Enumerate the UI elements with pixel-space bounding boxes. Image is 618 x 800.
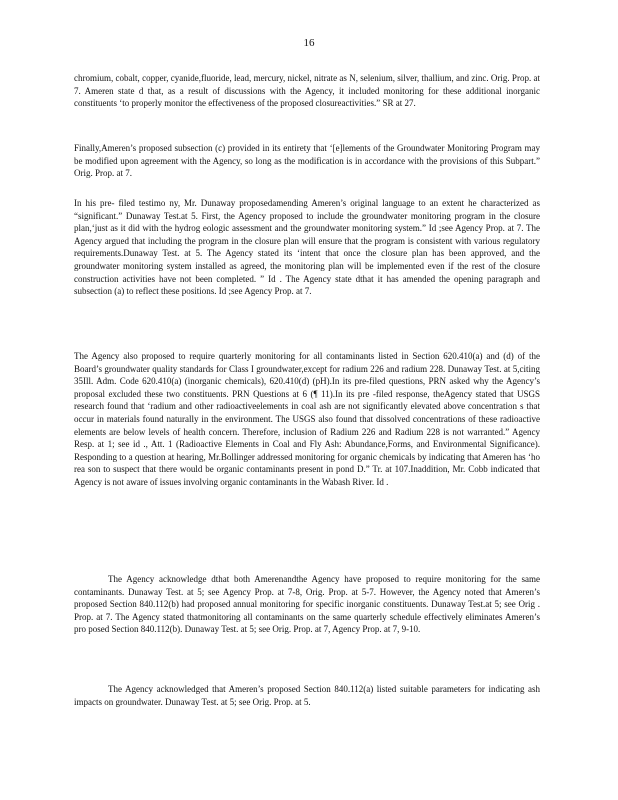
- paragraph-same-contaminants: The Agency acknowledge dthat both Amerenandthe Agency have proposed to require monitoring for the same contaminants. Dunaway Test. at 5; see Agency Prop. at 7-8, Orig. Prop. at 5-7. However, the Agency noted that Ameren’s proposed Section 840.112(b) had proposed annual monitoring for specific inorganic constituents. Dunaway Test.at 5; see Orig . Prop. at 7. The Agency stated thatmonitoring all contaminants on the same quarterly schedule effectively eliminates Ameren’s pro posed Section 840.112(b). Dunaway Test. at 5; see Orig. Prop. at 7, Agency Prop. at 7, 9-10.: [74, 574, 540, 635]
- paragraph-quarterly-monitoring: The Agency also proposed to require quarterly monitoring for all contaminants listed in Section 620.410(a) and (d) of the Board’s groundwater quality standards for Class I groundwater,except for radium 226 and radium 228. Dunaway Test. at 5,citing 35Ill. Adm. Code 620.410(a) (inorganic chemicals), 620.410(d) (pH).In its pre-filed questions, PRN asked why the Agency’s proposal excluded these two constituents. PRN Questions at 6 (¶ 11).In its pre -filed response, theAgency stated that USGS research found that ‘radium and other radioactiveelements in coal ash are not significantly elevated above concentration s that occur in materials found naturally in the environment. The USGS also found that dissolved concentrations of these radioactive elements are below levels of health concern. Therefore, inclusion of Radium 226 and Radium 228 is not warranted.” Agency Resp. at 1; see id ., Att. 1 (Radioactive Elements in Coal and Fly Ash: Abundance,Forms, and Environmental Significance). Responding to a question at hearing, Mr.Bollinger addressed monitoring for organic chemicals by indicating that Ameren has ‘ho rea son to suspect that there would be organic contaminants present in pond D.” Tr. at 107.Inaddition, Mr. Cobb indicated that Agency is not aware of issues involving organic contaminants in the Wabash River. Id .: [74, 351, 540, 487]
- paragraph-dunaway-testimony: In his pre- filed testimo ny, Mr. Dunaway proposedamending Ameren’s original language to an extent he characterized as “significant.” Dunaway Test.at 5. First, the Agency proposed to include the groundwater monitoring program in the closure plan,‘just as it did with the hydrog eologic assessment and the groundwater monitoring system.” Id ;see Agency Prop. at 7. The Agency argued that including the program in the closure plan will ensure that the program is consistent with various regulatory requirements.Dunaway Test. at 5. The Agency stated its ‘intent that once the closure plan has been approved, and the groundwater monitoring system installed as agreed, the monitoring plan will be implemented even if the rest of the closure construction activities have not been completed. ” Id . The Agency state dthat it has amended the opening paragraph and subsection (a) to reflect these positions. Id ;see Agency Prop. at 7.: [74, 198, 540, 297]
- paragraph-contaminant-list: chromium, cobalt, copper, cyanide,fluoride, lead, mercury, nickel, nitrate as N, selenium, silver, thallium, and zinc. Orig. Prop. at 7. Ameren state d that, as a result of discussions with the Agency, it included monitoring for these additional inorganic constituents ‘to properly monitor the effectiveness of the proposed closureactivities.” SR at 27.: [74, 73, 540, 109]
- paragraph-subsection-c: Finally,Ameren’s proposed subsection (c) provided in its entirety that ‘[e]lements of the Groundwater Monitoring Program may be modified upon agreement with the Agency, so long as the modification is in accordance with the provisions of this Subpart.” Orig. Prop. at 7.: [74, 143, 540, 179]
- page-number: 16: [303, 37, 315, 49]
- paragraph-suitable-parameters: The Agency acknowledged that Ameren’s proposed Section 840.112(a) listed suitable parameters for indicating ash impacts on groundwater. Dunaway Test. at 5; see Orig. Prop. at 5.: [74, 684, 540, 707]
